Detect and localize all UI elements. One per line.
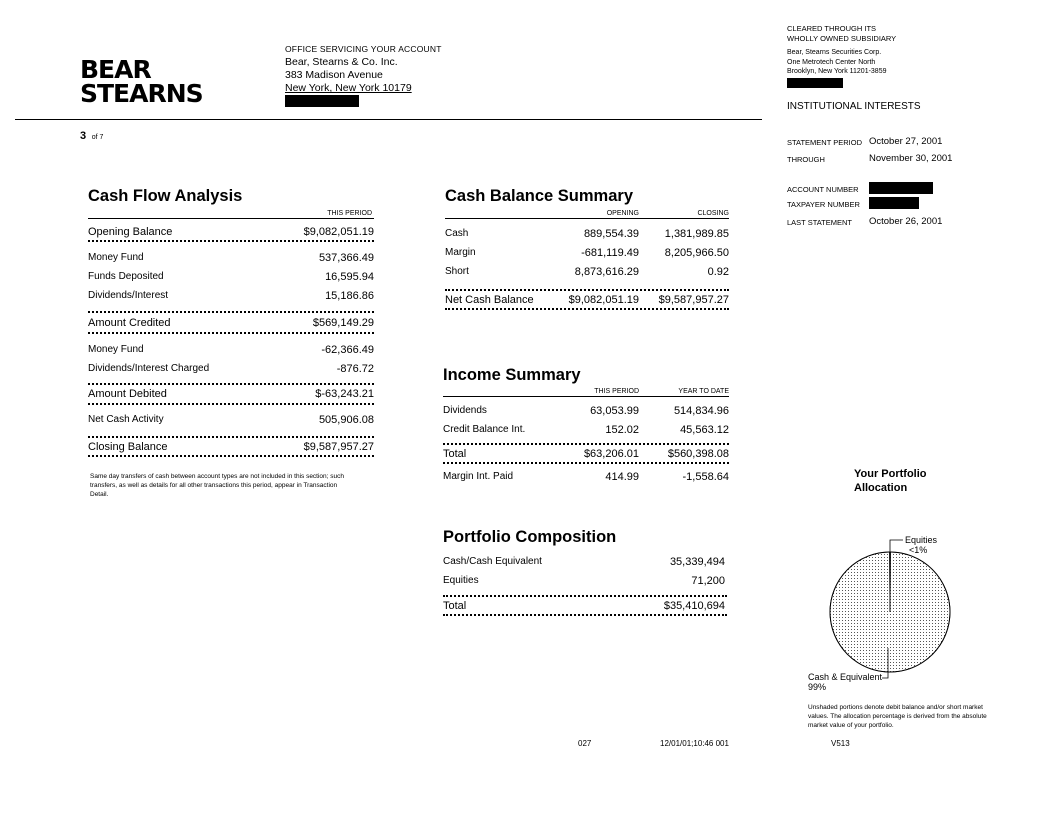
allocation-title-line-1: Your Portfolio	[854, 468, 927, 480]
closing-balance-row	[88, 441, 374, 453]
closing-balance-label: Closing Balance	[88, 441, 168, 453]
clearing-name: Bear, Stearns Securities Corp.	[787, 49, 882, 56]
divider	[443, 396, 729, 397]
row-ytd: 514,834.96	[673, 405, 729, 417]
margin-int-ytd: -1,558.64	[682, 471, 729, 483]
allocation-title-line-2: Allocation	[854, 482, 908, 494]
row-label: Money Fund	[88, 252, 144, 263]
dotted-divider	[443, 462, 729, 464]
redacted-block	[285, 95, 359, 107]
dotted-divider	[443, 614, 727, 616]
page-of: of 7	[91, 134, 104, 141]
col-year-to-date: YEAR TO DATE	[678, 388, 729, 395]
header-rule	[15, 119, 762, 120]
account-number-label: ACCOUNT NUMBER	[787, 185, 859, 194]
row-label: Short	[445, 266, 469, 277]
amount-credited-label: Amount Credited	[88, 317, 171, 329]
statement-period-value: October 27, 2001	[869, 136, 943, 147]
income-total-row	[443, 448, 729, 460]
divider	[445, 218, 729, 219]
income-col-headers	[443, 388, 729, 395]
row-closing: 1,381,989.85	[664, 228, 729, 240]
table-row	[88, 344, 374, 356]
redacted-block	[787, 78, 843, 88]
opening-balance-label: Opening Balance	[88, 226, 173, 238]
portfolio-composition	[443, 528, 727, 616]
row-value: -876.72	[336, 363, 374, 375]
closing-balance-value: $9,587,957.27	[303, 441, 374, 453]
net-cash-activity-label: Net Cash Activity	[88, 414, 164, 425]
office-city: New York, New York 10179	[285, 82, 412, 94]
dotted-divider	[88, 436, 374, 438]
row-value: 71,200	[691, 575, 725, 587]
dotted-divider	[88, 332, 374, 334]
income-summary	[443, 366, 729, 483]
row-label: Equities	[443, 575, 479, 586]
table-row	[443, 556, 727, 568]
clearing-city: Brooklyn, New York 11201-3859	[787, 68, 887, 75]
income-total-ytd: $560,398.08	[667, 448, 729, 460]
cash-flow-note: Same day transfers of cash between account types are not included in this section; such transfers, as well as details for all other transactions this period, appear in Transaction Detail.	[90, 473, 345, 498]
dotted-divider	[88, 403, 374, 405]
dotted-divider	[88, 311, 374, 313]
allocation-title	[854, 467, 927, 495]
cash-flow-analysis	[88, 187, 374, 457]
cash-flow-col-header: THIS PERIOD	[327, 210, 372, 217]
amount-debited-value: $-63,243.21	[315, 388, 374, 400]
through-label: THROUGH	[787, 155, 825, 164]
row-ytd: 45,563.12	[680, 424, 729, 436]
row-label: Dividends/Interest	[88, 290, 169, 301]
through-value: November 30, 2001	[869, 153, 953, 164]
table-row	[443, 575, 727, 587]
page-current: 3	[80, 130, 87, 142]
footer-version: V513	[831, 739, 850, 748]
bear-stearns-logo	[80, 55, 203, 108]
cash-balance-summary	[445, 187, 729, 310]
dotted-divider	[445, 308, 729, 310]
margin-int-label: Margin Int. Paid	[443, 471, 514, 482]
clearing-line-1: CLEARED THROUGH ITS	[787, 24, 877, 33]
last-statement-value: October 26, 2001	[869, 216, 943, 227]
margin-int-row	[443, 471, 729, 483]
row-period: 152.02	[605, 424, 639, 436]
divider	[88, 218, 374, 219]
row-opening: -681,119.49	[581, 247, 639, 259]
net-cash-balance-opening: $9,082,051.19	[568, 294, 639, 306]
statement-period-label: STATEMENT PERIOD	[787, 138, 863, 147]
cash-flow-title: Cash Flow Analysis	[88, 187, 243, 205]
row-value: 537,366.49	[318, 252, 374, 264]
taxpayer-number-label: TAXPAYER NUMBER	[787, 200, 860, 209]
portfolio-total-row	[443, 600, 727, 612]
row-label: Cash	[445, 228, 469, 239]
redacted-account-number	[869, 182, 933, 194]
allocation-note: Unshaded portions denote debit balance and/or short market values. The allocation percentage is derived from the absolute market value of your portfolio.	[808, 704, 987, 729]
row-period: 63,053.99	[590, 405, 639, 417]
page-number	[80, 130, 103, 142]
office-street: 383 Madison Avenue	[285, 69, 383, 81]
row-label: Cash/Cash Equivalent	[443, 556, 542, 567]
amount-credited-row	[88, 317, 374, 329]
row-label: Dividends/Interest Charged	[88, 363, 210, 374]
income-rows	[443, 405, 729, 436]
net-cash-activity-value: 505,906.08	[318, 414, 374, 426]
office-address	[285, 43, 442, 111]
cash-balance-title: Cash Balance Summary	[445, 187, 634, 205]
portfolio-total-label: Total	[443, 600, 467, 612]
amount-debited-row	[88, 388, 374, 400]
dotted-divider	[443, 443, 729, 445]
dotted-divider	[88, 383, 374, 385]
income-title: Income Summary	[443, 366, 581, 384]
portfolio-total-value: $35,410,694	[663, 600, 725, 612]
office-heading: OFFICE SERVICING YOUR ACCOUNT	[285, 44, 442, 54]
row-closing: 0.92	[707, 266, 729, 278]
amount-debited-label: Amount Debited	[88, 388, 167, 400]
income-total-period: $63,206.01	[583, 448, 639, 460]
amount-credited-value: $569,149.29	[312, 317, 374, 329]
table-row	[443, 405, 729, 417]
dotted-divider	[445, 289, 729, 291]
logo-line-2: STEARNS	[80, 79, 203, 108]
table-row	[445, 228, 729, 240]
row-label: Credit Balance Int.	[443, 424, 526, 435]
row-label: Money Fund	[88, 344, 144, 355]
opening-balance-row	[88, 226, 374, 238]
footer-timestamp: 12/01/01;10:46 001	[660, 739, 729, 748]
allocation-pie-chart	[800, 530, 1000, 700]
clearing-info	[787, 24, 896, 90]
equities-label: Equities	[905, 535, 938, 545]
cash-pct: 99%	[808, 682, 827, 692]
table-row	[88, 252, 374, 264]
col-this-period: THIS PERIOD	[594, 388, 639, 395]
net-cash-balance-closing: $9,587,957.27	[658, 294, 729, 306]
redacted-taxpayer-number	[869, 197, 919, 209]
office-name: Bear, Stearns & Co. Inc.	[285, 56, 398, 68]
net-cash-activity-row	[88, 414, 374, 426]
col-closing: CLOSING	[697, 210, 729, 217]
net-cash-balance-row	[445, 294, 729, 306]
account-title: INSTITUTIONAL INTERESTS	[787, 101, 921, 112]
table-row	[445, 247, 729, 259]
row-label: Funds Deposited	[88, 271, 164, 282]
income-total-label: Total	[443, 448, 467, 460]
cash-balance-col-headers	[445, 210, 729, 217]
net-cash-balance-label: Net Cash Balance	[445, 294, 534, 306]
row-value: -62,366.49	[321, 344, 374, 356]
row-value: 15,186.86	[325, 290, 374, 302]
clearing-street: One Metrotech Center North	[787, 58, 876, 66]
last-statement-label: LAST STATEMENT	[787, 218, 853, 227]
cash-label: Cash & Equivalent	[808, 672, 883, 682]
equities-pct: <1%	[909, 545, 928, 555]
dotted-divider	[88, 455, 374, 457]
row-opening: 889,554.39	[583, 228, 639, 240]
logo-line-1: BEAR	[80, 55, 151, 84]
dotted-divider	[88, 240, 374, 242]
table-row	[88, 271, 374, 283]
row-label: Margin	[445, 247, 476, 258]
row-closing: 8,205,966.50	[664, 247, 729, 259]
table-row	[88, 363, 374, 375]
table-row	[443, 424, 729, 436]
table-row	[445, 266, 729, 278]
clearing-line-2: WHOLLY OWNED SUBSIDIARY	[787, 33, 897, 43]
row-value: 16,595.94	[325, 271, 374, 283]
dotted-divider	[443, 595, 727, 597]
cash-balance-rows	[445, 228, 729, 278]
row-opening: 8,873,616.29	[574, 266, 639, 278]
footer-code: 027	[578, 739, 592, 748]
row-value: 35,339,494	[669, 556, 725, 568]
col-opening: OPENING	[606, 210, 639, 217]
table-row	[88, 290, 374, 302]
margin-int-period: 414.99	[605, 471, 639, 483]
portfolio-title: Portfolio Composition	[443, 528, 617, 546]
row-label: Dividends	[443, 405, 487, 416]
opening-balance-value: $9,082,051.19	[303, 226, 374, 238]
